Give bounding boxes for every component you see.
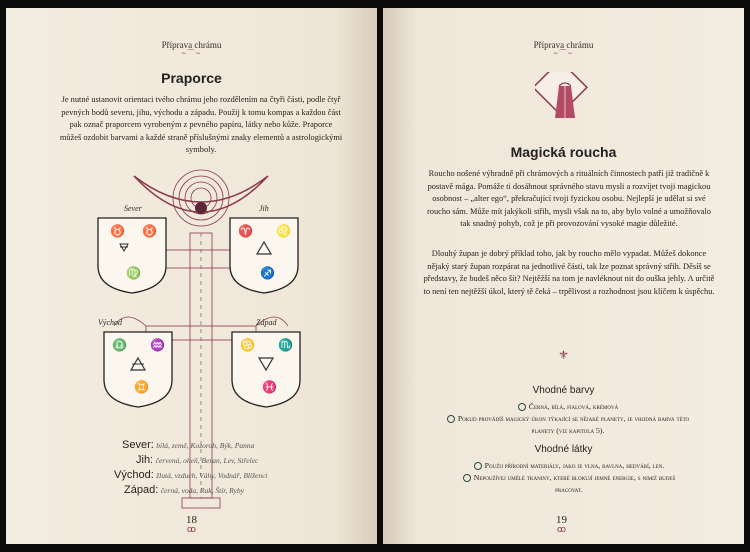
fabrics-heading: Vhodné látky — [534, 444, 593, 455]
list-item — [443, 413, 693, 437]
robe-icon — [535, 72, 595, 132]
fleur-de-lis-icon: ⚜ — [558, 348, 569, 362]
bullet-icon — [474, 462, 482, 470]
list-item-text: Nepoužívej umělé tkaniny, které blokují jemné energie, s nimiž budeš pracovat. — [473, 473, 676, 494]
running-header-right — [383, 40, 744, 59]
sign-aquarius-icon: ♒ — [150, 338, 165, 352]
bullet-icon — [463, 474, 471, 482]
page-title-left: Praporce — [161, 70, 222, 86]
legend-value: bílá, země, Kozoroh, Býk, Panna — [156, 441, 255, 450]
page-title-right: Magická roucha — [510, 144, 617, 160]
legend-key: Sever: — [122, 439, 154, 451]
legend-value: červená, oheň, Beran, Lev, Střelec — [155, 456, 259, 465]
legend-row-west — [124, 483, 304, 498]
sign-taurus-icon: ♉ — [110, 224, 125, 238]
sign-virgo-icon: ♍ — [126, 266, 141, 280]
sun-circles-icon — [173, 170, 229, 226]
list-item-text: Použij přírodní materiály, jako je vlna, bavlna, hedvábí, len. — [484, 461, 665, 470]
page-number-left — [6, 514, 377, 535]
sign-scorpio-icon: ♏ — [278, 338, 293, 352]
label-west: Západ — [256, 318, 277, 327]
sign-gemini-icon: ♊ — [134, 380, 149, 394]
sign-sagittarius-icon: ♐ — [260, 266, 275, 280]
shield-east — [102, 330, 174, 408]
footer-ornament-icon: ꝏ — [556, 524, 567, 534]
colors-list — [443, 401, 693, 437]
sign-pisces-icon: ♓ — [262, 380, 277, 394]
bullet-icon — [447, 415, 455, 423]
label-east: Východ — [98, 318, 122, 327]
sign-leo-icon: ♌ — [276, 224, 291, 238]
robe-paragraph-2: Dlouhý župan je dobrý příklad toho, jak by roucho mělo vypadat. Můžeš dokonce nějaký starý župan rozpárat na jednotlivé části, tak lze poznat správný střih. Děsíš se představy, že budeš něco šít? Nejtěžší na tom je navléknout nit do ouška jehly. A určitě to není ten nejtěžší úkol, který tě čeká – trpělivost a rozhodnost jsou klíčem k úspěchu. — [423, 249, 715, 296]
header-ornament-icon: ~⌒~ — [553, 49, 574, 58]
list-item — [457, 472, 681, 496]
label-south: Jih — [259, 204, 269, 213]
left-page — [6, 8, 377, 544]
legend-row-south — [136, 453, 304, 468]
sign-taurus-icon: ♉ — [142, 224, 157, 238]
bullet-icon — [518, 403, 526, 411]
eagle-head-icon — [195, 202, 207, 214]
legend-key: Východ: — [114, 469, 154, 481]
direction-legend — [114, 438, 304, 498]
sign-libra-icon: ♎ — [112, 338, 127, 352]
page-number-text: 19 — [556, 514, 567, 526]
legend-key: Jih: — [136, 454, 154, 466]
header-ornament-icon: ~⌒~ — [181, 49, 202, 58]
list-item — [443, 401, 693, 413]
footer-ornament-icon: ꝏ — [186, 524, 197, 534]
page-number-text: 18 — [186, 514, 197, 526]
shield-north — [96, 216, 168, 294]
legend-row-east — [114, 468, 304, 483]
right-page — [383, 8, 744, 544]
legend-value: černá, voda, Rak, Štír, Ryby — [160, 486, 244, 495]
legend-row-north — [122, 438, 304, 453]
shield-south — [228, 216, 300, 294]
list-item-text: Pokud provádíš magický úkon týkající se nějaké planety, je vhodná barva této planety (viz kapitola 5). — [457, 414, 690, 435]
robe-paragraph-1: Roucho nošené výhradně při chrámových a rituálních činnostech patří již tradičně k postavě mága. Pomáže ti dosáhnout správného stavu mysli a rozvíjet tvoji magickou osobnost – „alter ego“, překračující tvoji fyzickou osobu. Nejlepší je udělat si své roucho sám. Může mít jakýkoli střih, mysli však na to, aby bylo volné a umožňovalo tak snadný pohyb, což je při provozování vysoké magie důležité. — [426, 169, 711, 229]
header-text: Příprava chrámu — [161, 40, 222, 50]
colors-heading: Vhodné barvy — [532, 385, 595, 396]
legend-value: žlutá, vzduch, Váhy, Vodnář, Blíženci — [156, 471, 268, 480]
intro-paragraph: Je nutné ustanovit orientaci tvého chrámu jeho rozdělením na čtyři části, podle čtyř pevných bodů severu, jihu, východu a západu. Použij k tomu kompas a každou část pak označ praporcem vyrobeným z pevného papíru, látky nebo kůže. Praporce můžeš ozdobit barvami a každé straně příslušnými znaky elementů a astrologickými symboly. — [59, 95, 343, 155]
label-north: Sever — [124, 204, 142, 213]
list-item-text: Černá, bílá, fialová, krémová — [528, 402, 619, 411]
fabrics-list — [457, 460, 681, 496]
sign-aries-icon: ♈ — [238, 224, 253, 238]
page-number-right — [383, 514, 742, 535]
legend-key: Západ: — [124, 484, 159, 496]
sign-cancer-icon: ♋ — [240, 338, 255, 352]
list-item — [457, 460, 681, 472]
header-text: Příprava chrámu — [533, 40, 594, 50]
shield-west — [230, 330, 302, 408]
